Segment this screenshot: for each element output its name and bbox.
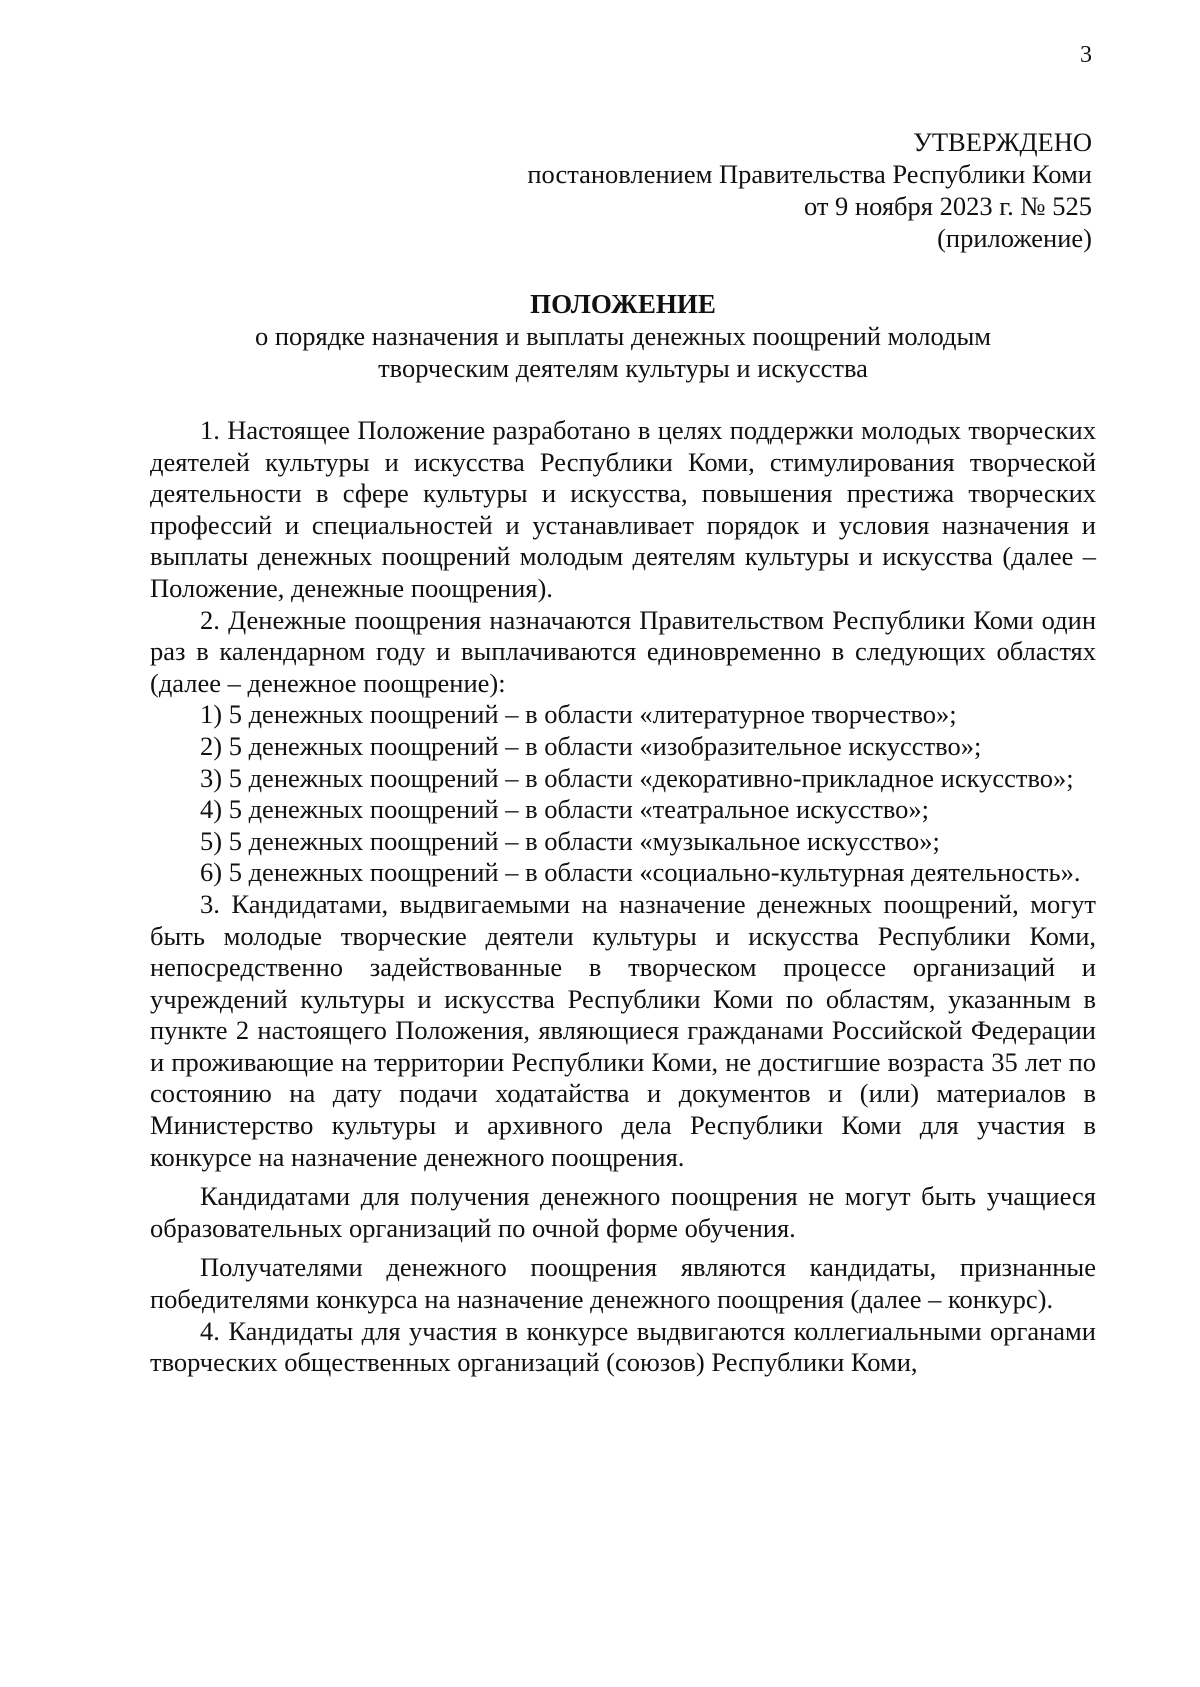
page-number: 3 bbox=[1080, 42, 1092, 68]
paragraph: 4. Кандидаты для участия в конкурсе выдвигаются коллегиальными органами творческих общественных организаций (союзов) Республики Коми, bbox=[150, 1315, 1096, 1378]
document-body bbox=[150, 415, 1096, 1379]
list-item: 6) 5 денежных поощрений – в области «социально-культурная деятельность». bbox=[200, 857, 1081, 888]
approval-line: постановлением Правительства Республики Коми bbox=[527, 159, 1092, 189]
document-subtitle bbox=[150, 320, 1096, 384]
paragraph: Кандидатами для получения денежного поощрения не могут быть учащиеся образовательных организаций по очной форме обучения. bbox=[150, 1181, 1096, 1243]
list-item: 5) 5 денежных поощрений – в области «музыкальное искусство»; bbox=[200, 825, 940, 856]
approval-block bbox=[527, 126, 1092, 254]
document-title: ПОЛОЖЕНИЕ bbox=[530, 289, 716, 319]
list-item: 3) 5 денежных поощрений – в области «декоративно-прикладное искусство»; bbox=[200, 762, 1074, 793]
list-item: 1) 5 денежных поощрений – в области «литературное творчество»; bbox=[200, 699, 957, 730]
paragraph: 1. Настоящее Положение разработано в целях поддержки молодых творческих деятелей культуры и искусства Республики Коми, стимулирования творческой деятельности в сфере культуры и искусства, повышения престижа творческих профессий и специальностей и устанавливает порядок и условия назначения и выплаты денежных поощрений молодым деятелям культуры и искусства (далее – Положение, денежные поощрения). bbox=[150, 415, 1096, 603]
subtitle-line: о порядке назначения и выплаты денежных поощрений молодым bbox=[254, 321, 992, 351]
approval-line: от 9 ноября 2023 г. № 525 bbox=[803, 191, 1092, 221]
subtitle-line: творческим деятелям культуры и искусства bbox=[378, 353, 868, 383]
list-item: 4) 5 денежных поощрений – в области «театральное искусство»; bbox=[200, 794, 930, 825]
list-item: 2) 5 денежных поощрений – в области «изобразительное искусство»; bbox=[200, 730, 982, 761]
paragraph: Получателями денежного поощрения являются кандидаты, признанные победителями конкурса на назначение денежного поощрения (далее – конкурс). bbox=[150, 1252, 1096, 1315]
approval-line: (приложение) bbox=[937, 223, 1092, 253]
approval-line: УТВЕРЖДЕНО bbox=[913, 127, 1092, 157]
paragraph: 2. Денежные поощрения назначаются Правительством Республики Коми один раз в календарном году и выплачиваются единовременно в следующих областях (далее – денежное поощрение): bbox=[150, 604, 1096, 698]
paragraph: 3. Кандидатами, выдвигаемыми на назначение денежных поощрений, могут быть молодые творческие деятели культуры и искусства Республики Коми, непосредственно задействованные в творческом процессе организаций и учреждений культуры и искусства Республики Коми по областям, указанным в пункте 2 настоящего Положения, являющиеся гражданами Российской Федерации и проживающие на территории Республики Коми, не достигшие возраста 35 лет по состоянию на дату подачи ходатайства и документов и (или) материалов в Министерство культуры и архивного дела Республики Коми для участия в конкурсе на назначение денежного поощрения. bbox=[150, 888, 1096, 1172]
